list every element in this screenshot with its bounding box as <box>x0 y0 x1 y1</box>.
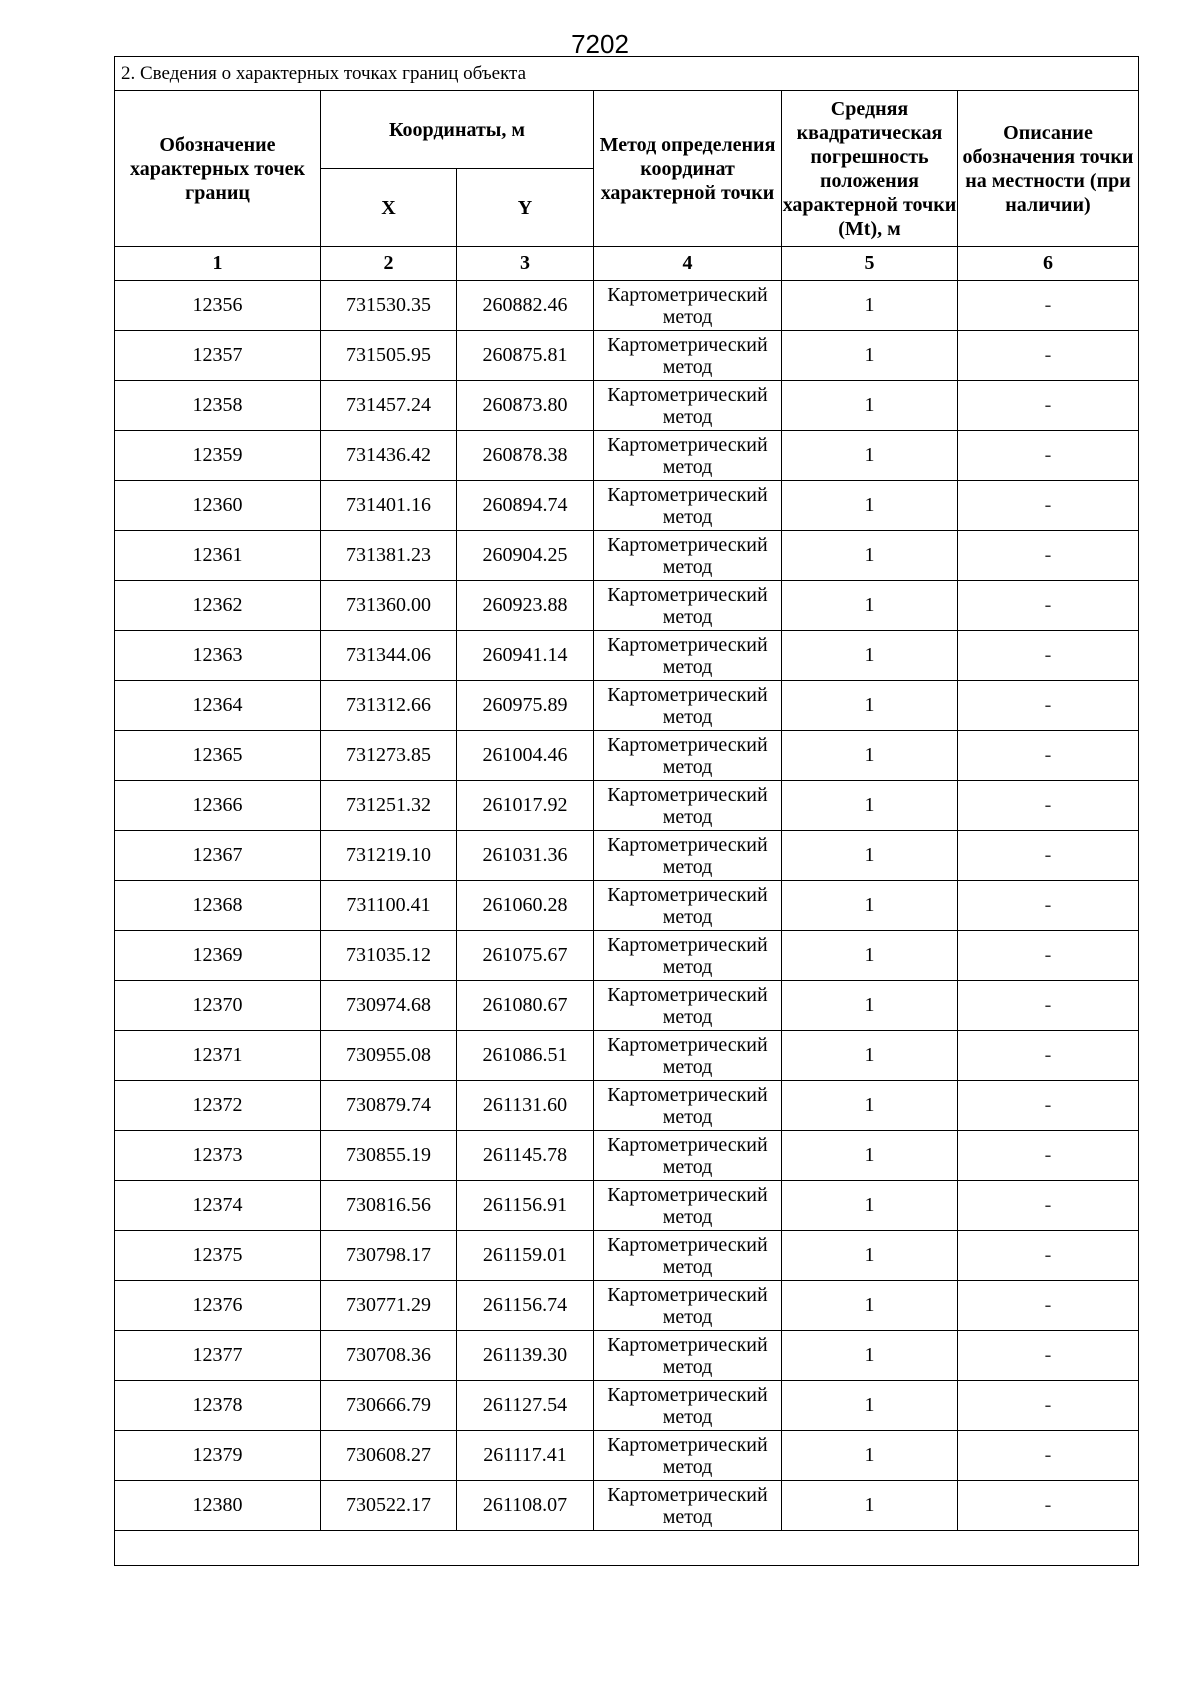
table-row <box>115 681 1139 731</box>
y-coordinate-cell: 261131.60 <box>457 1081 594 1131</box>
point-id-cell: 12378 <box>115 1381 321 1431</box>
method-cell: Картометрический метод <box>594 731 782 781</box>
method-cell: Картометрический метод <box>594 931 782 981</box>
error-cell: 1 <box>782 1231 958 1281</box>
column-number: 5 <box>782 247 958 281</box>
method-cell: Картометрический метод <box>594 381 782 431</box>
description-cell: - <box>958 1381 1139 1431</box>
point-id-cell: 12362 <box>115 581 321 631</box>
column-number: 6 <box>958 247 1139 281</box>
table-row <box>115 831 1139 881</box>
error-cell: 1 <box>782 1081 958 1131</box>
table-row <box>115 731 1139 781</box>
table-row <box>115 331 1139 381</box>
x-coordinate-cell: 730798.17 <box>321 1231 457 1281</box>
y-coordinate-cell: 261017.92 <box>457 781 594 831</box>
error-cell: 1 <box>782 1481 958 1531</box>
section-title: 2. Сведения о характерных точках границ объекта <box>115 57 1139 91</box>
table-row <box>115 531 1139 581</box>
y-coordinate-cell: 261117.41 <box>457 1431 594 1481</box>
y-coordinate-cell: 261156.91 <box>457 1181 594 1231</box>
y-coordinate-cell: 260875.81 <box>457 331 594 381</box>
y-coordinate-cell: 261031.36 <box>457 831 594 881</box>
description-cell: - <box>958 1331 1139 1381</box>
table-footer-empty <box>115 1531 1139 1566</box>
method-cell: Картометрический метод <box>594 581 782 631</box>
error-cell: 1 <box>782 1031 958 1081</box>
table-row <box>115 481 1139 531</box>
y-coordinate-cell: 261127.54 <box>457 1381 594 1431</box>
description-cell: - <box>958 281 1139 331</box>
description-cell: - <box>958 931 1139 981</box>
method-cell: Картометрический метод <box>594 1381 782 1431</box>
table-row <box>115 1081 1139 1131</box>
error-cell: 1 <box>782 431 958 481</box>
y-coordinate-cell: 260882.46 <box>457 281 594 331</box>
description-cell: - <box>958 331 1139 381</box>
point-id-cell: 12376 <box>115 1281 321 1331</box>
error-cell: 1 <box>782 831 958 881</box>
point-id-cell: 12372 <box>115 1081 321 1131</box>
method-cell: Картометрический метод <box>594 631 782 681</box>
table-row <box>115 381 1139 431</box>
x-coordinate-cell: 730855.19 <box>321 1131 457 1181</box>
error-cell: 1 <box>782 881 958 931</box>
y-coordinate-cell: 261086.51 <box>457 1031 594 1081</box>
error-cell: 1 <box>782 531 958 581</box>
description-cell: - <box>958 1281 1139 1331</box>
method-cell: Картометрический метод <box>594 681 782 731</box>
table-row <box>115 581 1139 631</box>
error-cell: 1 <box>782 981 958 1031</box>
y-coordinate-cell: 260873.80 <box>457 381 594 431</box>
column-number: 3 <box>457 247 594 281</box>
error-cell: 1 <box>782 731 958 781</box>
point-id-cell: 12365 <box>115 731 321 781</box>
table-row <box>115 431 1139 481</box>
y-coordinate-cell: 261108.07 <box>457 1481 594 1531</box>
error-cell: 1 <box>782 781 958 831</box>
point-id-cell: 12374 <box>115 1181 321 1231</box>
description-cell: - <box>958 831 1139 881</box>
error-cell: 1 <box>782 1181 958 1231</box>
method-cell: Картометрический метод <box>594 331 782 381</box>
x-coordinate-cell: 731100.41 <box>321 881 457 931</box>
point-id-cell: 12370 <box>115 981 321 1031</box>
description-cell: - <box>958 631 1139 681</box>
description-cell: - <box>958 381 1139 431</box>
table-row <box>115 1431 1139 1481</box>
method-cell: Картометрический метод <box>594 481 782 531</box>
description-cell: - <box>958 1181 1139 1231</box>
y-coordinate-cell: 261156.74 <box>457 1281 594 1331</box>
column-number: 1 <box>115 247 321 281</box>
method-cell: Картометрический метод <box>594 1081 782 1131</box>
error-cell: 1 <box>782 381 958 431</box>
error-cell: 1 <box>782 281 958 331</box>
x-coordinate-cell: 731381.23 <box>321 531 457 581</box>
table-row <box>115 931 1139 981</box>
method-cell: Картометрический метод <box>594 431 782 481</box>
y-coordinate-cell: 260894.74 <box>457 481 594 531</box>
error-cell: 1 <box>782 1281 958 1331</box>
description-cell: - <box>958 1231 1139 1281</box>
x-coordinate-cell: 730771.29 <box>321 1281 457 1331</box>
point-id-cell: 12380 <box>115 1481 321 1531</box>
point-id-cell: 12366 <box>115 781 321 831</box>
page-number: 7202 <box>571 29 629 59</box>
y-coordinate-cell: 261080.67 <box>457 981 594 1031</box>
point-id-cell: 12367 <box>115 831 321 881</box>
point-id-cell: 12377 <box>115 1331 321 1381</box>
point-id-cell: 12357 <box>115 331 321 381</box>
description-cell: - <box>958 681 1139 731</box>
point-id-cell: 12371 <box>115 1031 321 1081</box>
method-cell: Картометрический метод <box>594 1031 782 1081</box>
description-cell: - <box>958 1031 1139 1081</box>
x-coordinate-cell: 731401.16 <box>321 481 457 531</box>
error-cell: 1 <box>782 1431 958 1481</box>
point-id-cell: 12360 <box>115 481 321 531</box>
x-coordinate-cell: 730879.74 <box>321 1081 457 1131</box>
error-cell: 1 <box>782 581 958 631</box>
header-y: Y <box>457 169 594 247</box>
point-id-cell: 12363 <box>115 631 321 681</box>
description-cell: - <box>958 581 1139 631</box>
description-cell: - <box>958 731 1139 781</box>
y-coordinate-cell: 261139.30 <box>457 1331 594 1381</box>
x-coordinate-cell: 731312.66 <box>321 681 457 731</box>
table-row <box>115 1231 1139 1281</box>
x-coordinate-cell: 730974.68 <box>321 981 457 1031</box>
x-coordinate-cell: 731505.95 <box>321 331 457 381</box>
point-id-cell: 12369 <box>115 931 321 981</box>
method-cell: Картометрический метод <box>594 1431 782 1481</box>
point-id-cell: 12375 <box>115 1231 321 1281</box>
x-coordinate-cell: 731273.85 <box>321 731 457 781</box>
table-row <box>115 781 1139 831</box>
table-row <box>115 981 1139 1031</box>
point-id-cell: 12361 <box>115 531 321 581</box>
table-row <box>115 1481 1139 1531</box>
y-coordinate-cell: 260923.88 <box>457 581 594 631</box>
description-cell: - <box>958 1481 1139 1531</box>
x-coordinate-cell: 731344.06 <box>321 631 457 681</box>
boundary-points-table <box>114 56 1139 1566</box>
table-body <box>115 281 1139 1531</box>
method-cell: Картометрический метод <box>594 1131 782 1181</box>
error-cell: 1 <box>782 931 958 981</box>
y-coordinate-cell: 260941.14 <box>457 631 594 681</box>
error-cell: 1 <box>782 331 958 381</box>
method-cell: Картометрический метод <box>594 1231 782 1281</box>
header-method: Метод определения координат характерной точки <box>594 91 782 247</box>
x-coordinate-cell: 730666.79 <box>321 1381 457 1431</box>
description-cell: - <box>958 431 1139 481</box>
method-cell: Картометрический метод <box>594 1181 782 1231</box>
table-row <box>115 1281 1139 1331</box>
table-row <box>115 1181 1139 1231</box>
method-cell: Картометрический метод <box>594 881 782 931</box>
point-id-cell: 12364 <box>115 681 321 731</box>
header-coordinates: Координаты, м <box>321 91 594 169</box>
table-row <box>115 1031 1139 1081</box>
y-coordinate-cell: 260975.89 <box>457 681 594 731</box>
method-cell: Картометрический метод <box>594 1481 782 1531</box>
description-cell: - <box>958 881 1139 931</box>
point-id-cell: 12373 <box>115 1131 321 1181</box>
y-coordinate-cell: 261060.28 <box>457 881 594 931</box>
error-cell: 1 <box>782 1331 958 1381</box>
method-cell: Картометрический метод <box>594 281 782 331</box>
x-coordinate-cell: 731457.24 <box>321 381 457 431</box>
error-cell: 1 <box>782 681 958 731</box>
y-coordinate-cell: 260878.38 <box>457 431 594 481</box>
table-row <box>115 881 1139 931</box>
method-cell: Картометрический метод <box>594 1281 782 1331</box>
point-id-cell: 12356 <box>115 281 321 331</box>
point-id-cell: 12359 <box>115 431 321 481</box>
point-id-cell: 12358 <box>115 381 321 431</box>
header-error: Средняя квадратическая погрешность положения характерной точки (Mt), м <box>782 91 958 247</box>
point-id-cell: 12379 <box>115 1431 321 1481</box>
x-coordinate-cell: 731436.42 <box>321 431 457 481</box>
x-coordinate-cell: 731035.12 <box>321 931 457 981</box>
description-cell: - <box>958 481 1139 531</box>
point-id-cell: 12368 <box>115 881 321 931</box>
x-coordinate-cell: 731360.00 <box>321 581 457 631</box>
description-cell: - <box>958 981 1139 1031</box>
column-number: 4 <box>594 247 782 281</box>
description-cell: - <box>958 1081 1139 1131</box>
table-row <box>115 1331 1139 1381</box>
x-coordinate-cell: 731251.32 <box>321 781 457 831</box>
x-coordinate-cell: 730708.36 <box>321 1331 457 1381</box>
table-row <box>115 1381 1139 1431</box>
table-row <box>115 1131 1139 1181</box>
table-row <box>115 631 1139 681</box>
header-x: X <box>321 169 457 247</box>
description-cell: - <box>958 531 1139 581</box>
y-coordinate-cell: 261075.67 <box>457 931 594 981</box>
x-coordinate-cell: 730816.56 <box>321 1181 457 1231</box>
x-coordinate-cell: 731219.10 <box>321 831 457 881</box>
x-coordinate-cell: 730955.08 <box>321 1031 457 1081</box>
method-cell: Картометрический метод <box>594 781 782 831</box>
method-cell: Картометрический метод <box>594 531 782 581</box>
table-row <box>115 281 1139 331</box>
y-coordinate-cell: 261004.46 <box>457 731 594 781</box>
header-designation: Обозначение характерных точек границ <box>115 91 321 247</box>
x-coordinate-cell: 730522.17 <box>321 1481 457 1531</box>
description-cell: - <box>958 1431 1139 1481</box>
error-cell: 1 <box>782 481 958 531</box>
method-cell: Картометрический метод <box>594 1331 782 1381</box>
x-coordinate-cell: 731530.35 <box>321 281 457 331</box>
method-cell: Картометрический метод <box>594 981 782 1031</box>
x-coordinate-cell: 730608.27 <box>321 1431 457 1481</box>
description-cell: - <box>958 781 1139 831</box>
method-cell: Картометрический метод <box>594 831 782 881</box>
error-cell: 1 <box>782 1381 958 1431</box>
error-cell: 1 <box>782 631 958 681</box>
error-cell: 1 <box>782 1131 958 1181</box>
y-coordinate-cell: 260904.25 <box>457 531 594 581</box>
y-coordinate-cell: 261145.78 <box>457 1131 594 1181</box>
y-coordinate-cell: 261159.01 <box>457 1231 594 1281</box>
header-description: Описание обозначения точки на местности (при наличии) <box>958 91 1139 247</box>
column-number: 2 <box>321 247 457 281</box>
description-cell: - <box>958 1131 1139 1181</box>
